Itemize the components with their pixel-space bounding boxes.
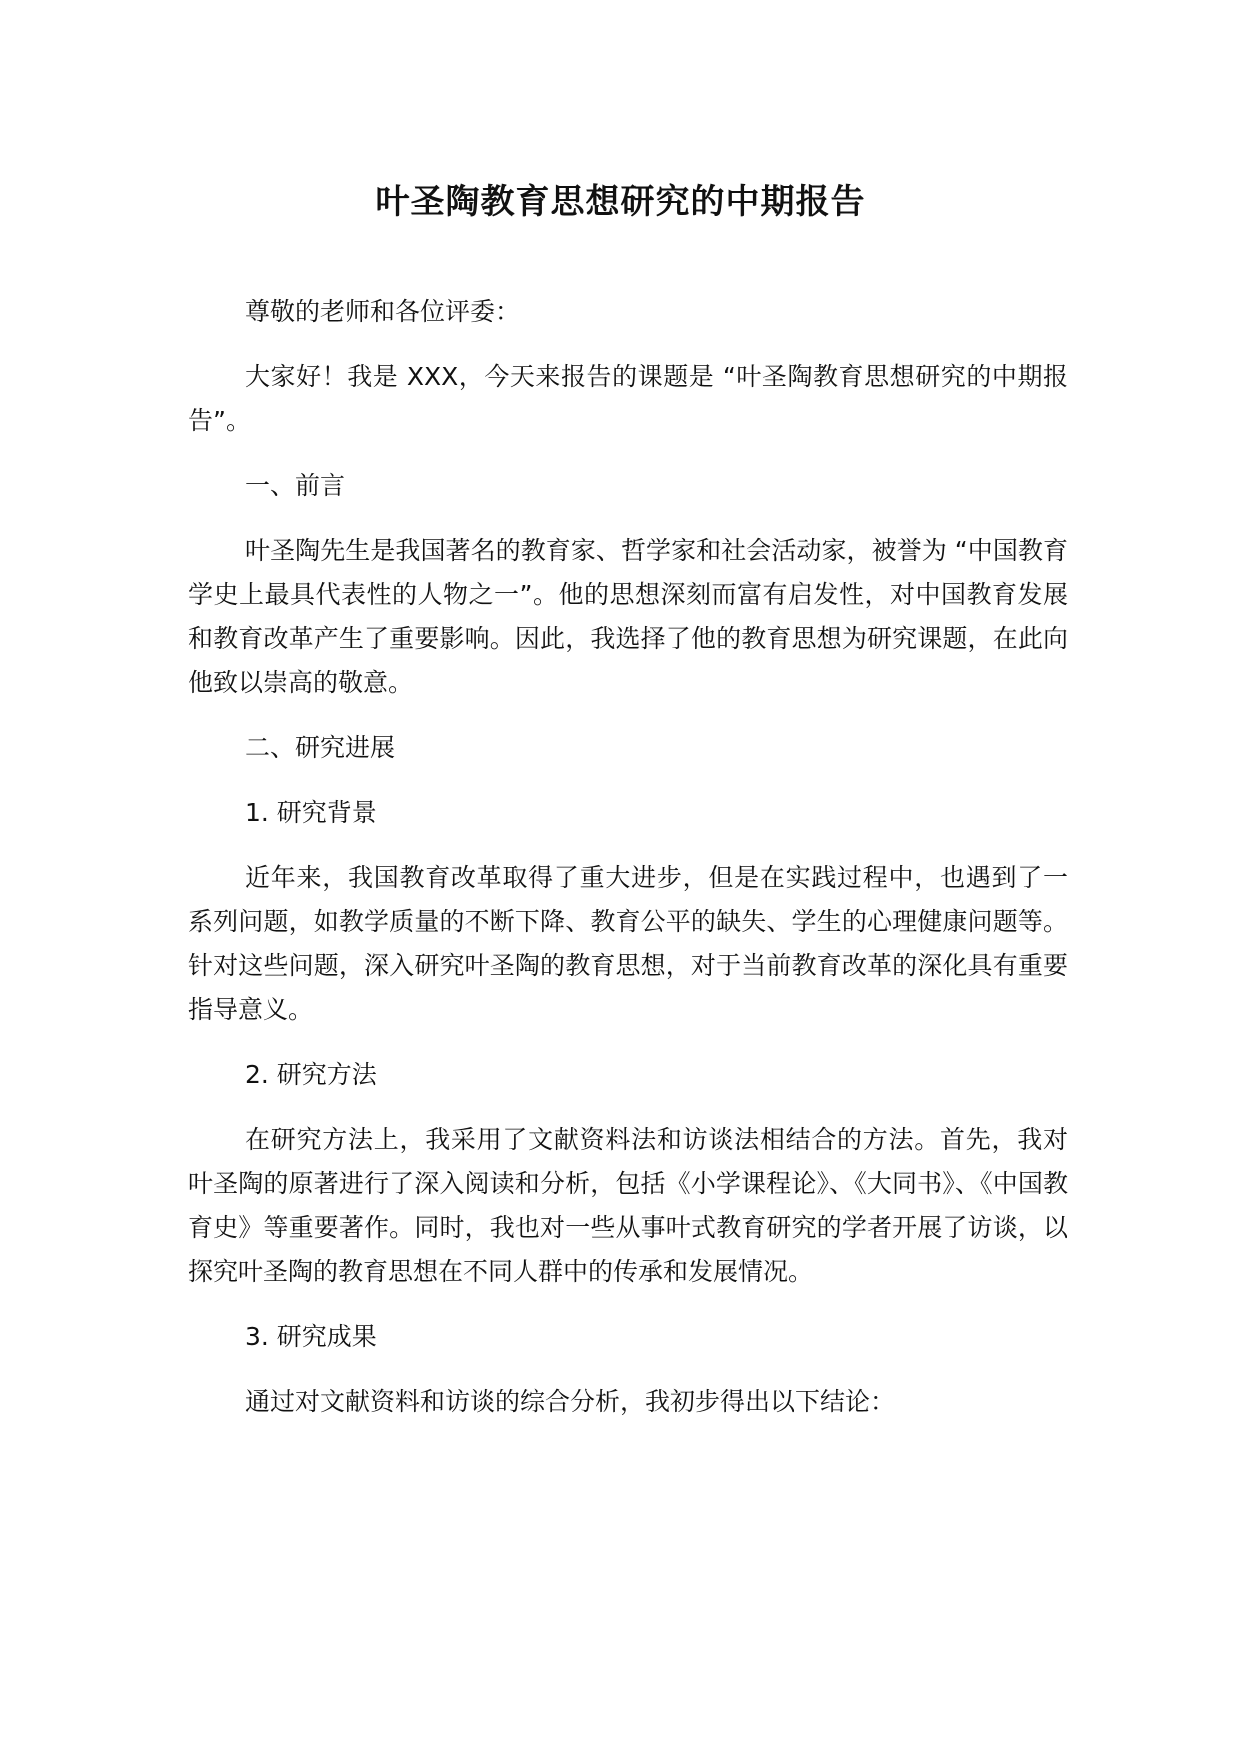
document-body — [188, 290, 1068, 1424]
greeting-paragraph: 大家好！我是 XXX，今天来报告的课题是 “叶圣陶教育思想研究的中期报告”。 — [188, 362, 1068, 435]
methods-paragraph: 在研究方法上，我采用了文献资料法和访谈法相结合的方法。首先，我对叶圣陶的原著进行了深入阅读和分析，包括《小学课程论》、《大同书》、《中国教育史》等重要著作。同时，我也对一些从事叶式教育研究的学者开展了访谈，以探究叶圣陶的教育思想在不同人群中的传承和发展情况。 — [188, 1125, 1068, 1286]
section-heading-progress: 二、研究进展 — [245, 733, 396, 762]
section-heading-preface: 一、前言 — [245, 471, 346, 500]
subheading-background: 1. 研究背景 — [245, 798, 377, 827]
preface-paragraph: 叶圣陶先生是我国著名的教育家、哲学家和社会活动家，被誉为 “中国教育学史上最具代表性的人物之一”。他的思想深刻而富有启发性，对中国教育发展和教育改革产生了重要影响。因此，我选择了他的教育思想为研究课题，在此向他致以崇高的敬意。 — [188, 536, 1068, 697]
salutation-paragraph: 尊敬的老师和各位评委： — [245, 297, 521, 326]
background-paragraph: 近年来，我国教育改革取得了重大进步，但是在实践过程中，也遇到了一系列问题，如教学质量的不断下降、教育公平的缺失、学生的心理健康问题等。针对这些问题，深入研究叶圣陶的教育思想，对于当前教育改革的深化具有重要指导意义。 — [188, 863, 1068, 1024]
subheading-methods: 2. 研究方法 — [245, 1060, 377, 1089]
document-title: 叶圣陶教育思想研究的中期报告 — [375, 182, 866, 222]
subheading-results: 3. 研究成果 — [245, 1322, 377, 1351]
results-paragraph: 通过对文献资料和访谈的综合分析，我初步得出以下结论： — [245, 1387, 896, 1416]
